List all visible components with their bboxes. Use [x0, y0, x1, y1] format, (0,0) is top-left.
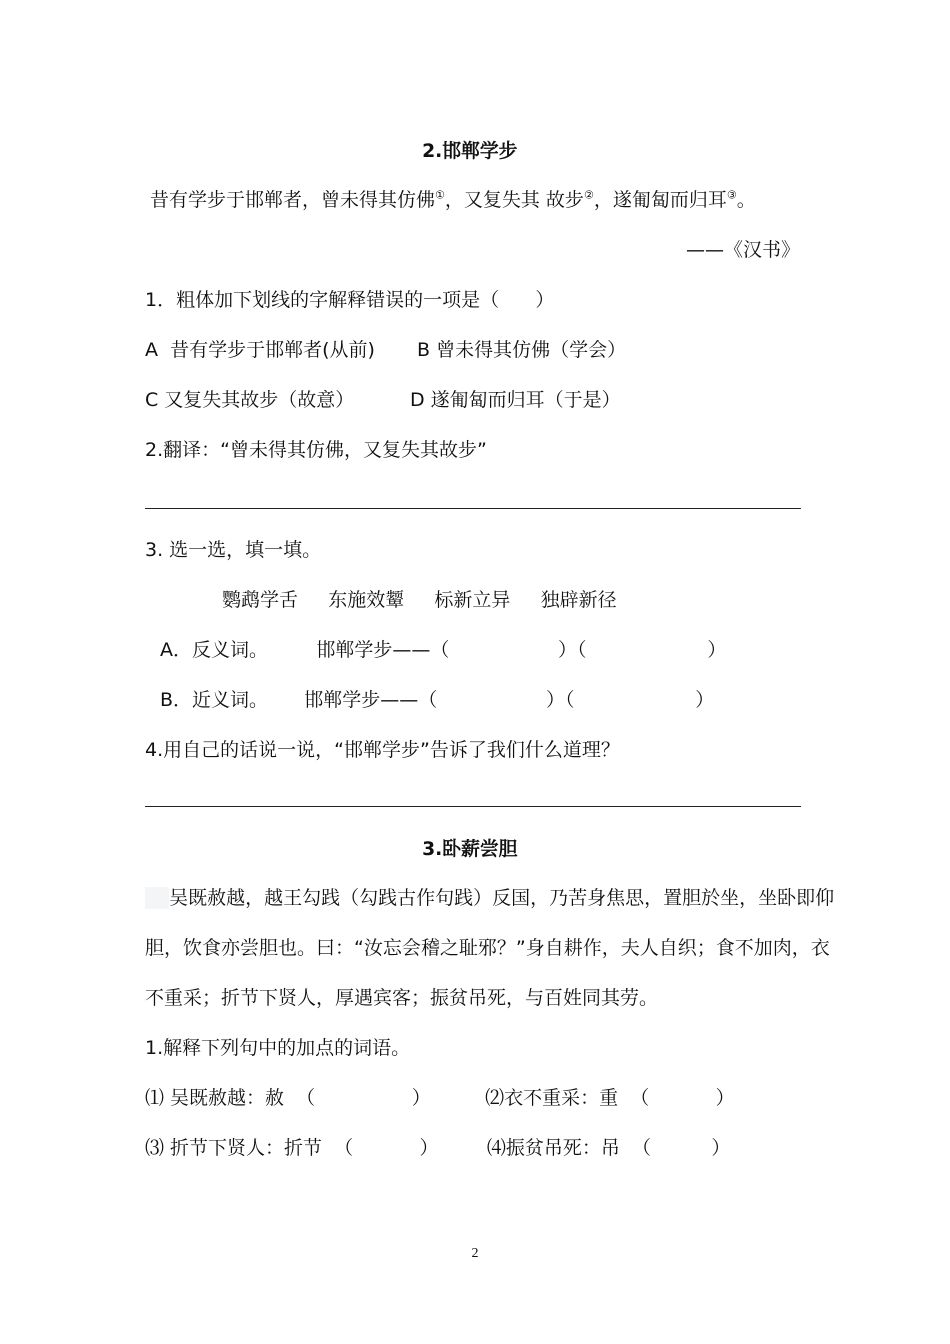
story2-title: 2.邯郸学步 [422, 140, 518, 162]
story2-question-2: 2.翻译：“曾未得其仿佛，又复失其故步” [145, 439, 487, 461]
passage-part-c: ，遂匍匐而归耳 [593, 189, 727, 211]
story3-para-line-2: 胆，饮食亦尝胆也。曰：“汝忘会稽之耻邪？”身自耕作，夫人自织；食不加肉，衣 [145, 937, 830, 959]
footnote-3: ③ [726, 188, 737, 202]
story3-question-1: 1.解释下列句中的加点的词语。 [145, 1037, 411, 1059]
footnote-1: ① [435, 188, 445, 202]
q3-synonyms-row: B．近义词。 邯郸学步——（ ）（ ） [160, 689, 715, 711]
passage-part-b: ，又复失其 故步 [444, 189, 584, 211]
q1-option-c: C 又复失其故步（故意） [145, 389, 355, 411]
para-line-1-text: 吴既赦越，越王勾践（勾践古作句践）反国，乃苦身焦思，置胆於坐，坐卧即仰 [169, 887, 835, 909]
q3-word-bank: 鹦鹉学舌 东施效颦 标新立异 独辟新径 [222, 589, 617, 611]
story3-q1-row-2: ⑶ 折节下贤人：折节 （ ） ⑷振贫吊死：吊 （ ） [145, 1137, 731, 1159]
footnote-2: ② [583, 188, 594, 202]
q1-option-a: A 昔有学步于邯郸者(从前) [145, 339, 375, 361]
q3-antonyms-row: A．反义词。 邯郸学步——（ ）（ ） [160, 639, 727, 661]
story3-title: 3.卧薪尝胆 [422, 838, 518, 860]
story2-question-4: 4.用自己的话说一说，“邯郸学步”告诉了我们什么道理？ [145, 739, 620, 761]
page-number: 2 [471, 1246, 479, 1261]
answer-line-q4 [145, 806, 801, 807]
passage-part-d: 。 [736, 189, 756, 211]
passage-part-a: 昔有学步于邯郸者，曾未得其仿佛 [150, 189, 436, 211]
story2-question-1: 1．粗体加下划线的字解释错误的一项是（ ） [145, 289, 555, 311]
story3-para-line-3: 不重采；折节下贤人，厚遇宾客；振贫吊死，与百姓同其劳。 [145, 987, 659, 1009]
story2-source: ——《汉书》 [685, 239, 800, 261]
story3-para-line-1 [145, 885, 834, 911]
indent-shade [145, 887, 169, 909]
q1-option-b: B 曾未得其仿佛（学会） [417, 339, 627, 361]
story2-question-3: 3. 选一选，填一填。 [145, 539, 322, 561]
story3-q1-row-1: ⑴ 吴既赦越：赦 （ ） ⑵衣不重采：重 （ ） [145, 1087, 735, 1109]
answer-line-q2 [145, 508, 801, 509]
q1-option-d: D 遂匍匐而归耳（于是） [410, 389, 621, 411]
story2-passage [150, 187, 756, 213]
